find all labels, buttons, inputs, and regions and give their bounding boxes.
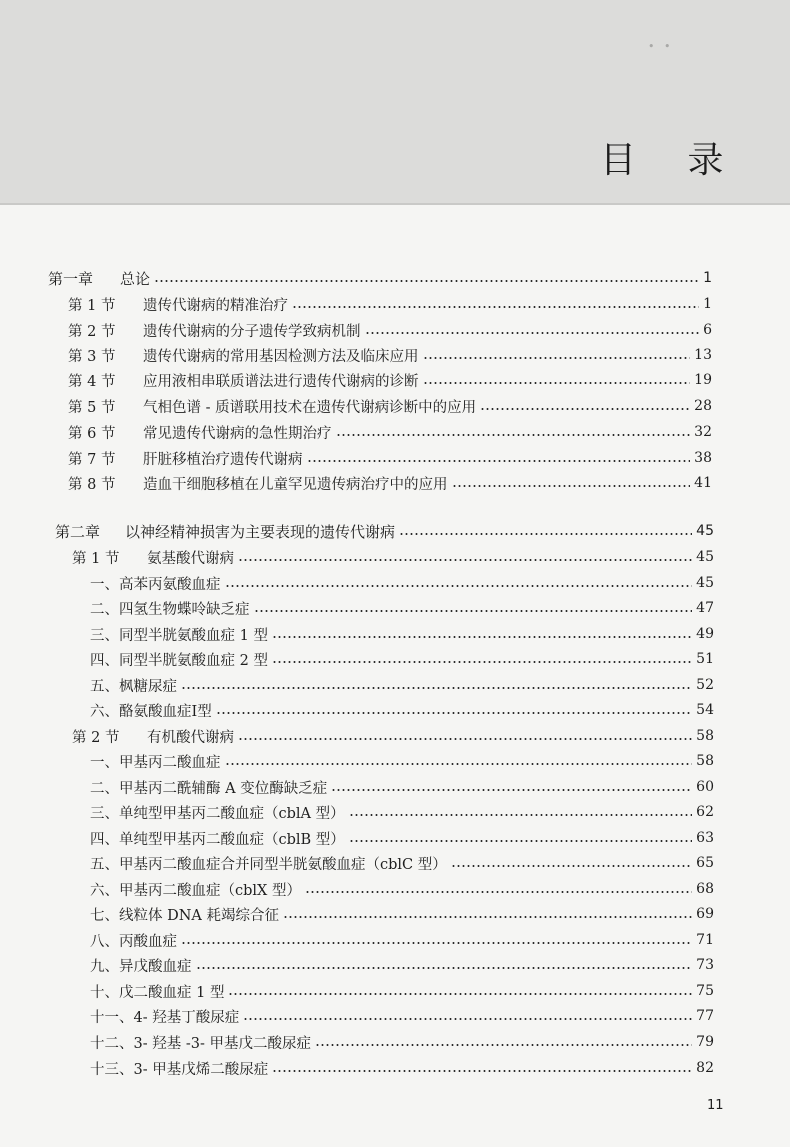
page-ref: 1 [703,296,712,312]
section-number: 第 2 节 [72,729,120,746]
toc-item[interactable] [90,646,714,672]
toc-item[interactable] [90,927,714,953]
toc-item[interactable] [90,774,714,800]
item-title: 五、甲基丙二酸血症合并同型半胱氨酸血症（cblC 型） [90,856,447,873]
section-title: 应用液相串联质谱法进行遗传代谢病的诊断 [143,373,419,390]
dot-leader [181,942,692,944]
dot-leader [305,891,692,893]
section-title: 遗传代谢病的精准治疗 [143,297,288,314]
page-ref: 49 [696,626,714,642]
item-title: 二、甲基丙二酰辅酶 A 变位酶缺乏症 [90,780,328,797]
section-title: 有机酸代谢病 [147,729,234,746]
toc-item[interactable] [90,825,714,851]
item-title: 四、单纯型甲基丙二酸血症（cblB 型） [90,831,345,848]
section-title: 遗传代谢病的分子遗传学致病机制 [143,323,361,340]
page-ref: 38 [694,450,712,466]
toc-item[interactable] [90,901,714,927]
dot-leader [238,738,692,740]
dot-leader [154,280,699,282]
dot-leader [451,865,692,867]
item-title: 十三、3- 甲基戊烯二酸尿症 [90,1061,269,1078]
toc-section[interactable] [72,544,714,570]
dot-leader [225,585,693,587]
item-title: 三、同型半胱氨酸血症 1 型 [90,627,268,644]
section-number: 第 6 节 [68,425,116,442]
page-ref: 28 [694,398,712,414]
page-ref: 63 [696,830,714,846]
item-title: 一、高苯丙氨酸血症 [90,576,221,593]
toc-item[interactable] [90,672,714,698]
page-ref: 6 [703,322,712,338]
dot-leader [272,661,692,663]
page-ref: 58 [696,753,714,769]
page-ref: 19 [694,372,712,388]
chapter-number: 第二章 [55,522,101,541]
page-ref: 75 [696,983,714,999]
section-title: 肝脏移植治疗遗传代谢病 [143,451,303,468]
item-title: 十、戊二酸血症 1 型 [90,984,225,1001]
dot-leader [365,332,700,334]
item-title: 七、线粒体 DNA 耗竭综合征 [90,907,280,924]
section-title: 气相色谱 - 质谱联用技术在遗传代谢病诊断中的应用 [143,399,477,416]
page-ref: 47 [696,600,714,616]
toc-item[interactable] [90,1029,714,1055]
section-title: 氨基酸代谢病 [147,550,234,567]
toc-section[interactable] [68,419,712,445]
dot-leader [349,814,693,816]
toc-chapter-1[interactable] [48,265,712,291]
page-ref: 13 [694,347,712,363]
section-number: 第 1 节 [68,297,116,314]
dot-leader [238,559,692,561]
dot-leader [272,636,692,638]
page-ref: 73 [696,957,714,973]
toc-item[interactable] [90,595,714,621]
dot-leader [181,687,692,689]
item-title: 九、异戊酸血症 [90,958,192,975]
toc-item[interactable] [90,850,714,876]
dot-leader [216,712,692,714]
page-ref: 65 [696,855,714,871]
page-ref: 71 [696,932,714,948]
page-ref: 1 [703,270,712,286]
page-ref: 58 [696,728,714,744]
section-number: 第 4 节 [68,373,116,390]
item-title: 一、甲基丙二酸血症 [90,754,221,771]
item-title: 二、四氢生物蝶呤缺乏症 [90,601,250,618]
section-number: 第 2 节 [68,323,116,340]
toc-item[interactable] [90,952,714,978]
page-ref: 41 [694,475,712,491]
dot-leader [315,1044,692,1046]
dot-leader [254,610,693,612]
dot-leader [452,485,691,487]
page-number: 11 [707,1098,724,1113]
page-title: 目 录 [600,140,744,182]
toc-item[interactable] [90,748,714,774]
dot-leader [292,306,699,308]
item-title: 十一、4- 羟基丁酸尿症 [90,1009,240,1026]
dot-leader [225,763,693,765]
chapter-number: 第一章 [48,269,94,288]
dot-leader [307,460,691,462]
item-title: 四、同型半胱氨酸血症 2 型 [90,652,268,669]
dot-leader [228,993,692,995]
page-ref: 45 [696,523,714,539]
page-ref: 82 [696,1060,714,1076]
chapter-title: 总论 [120,269,151,288]
toc-section[interactable] [68,317,712,343]
page-ref: 68 [696,881,714,897]
dot-leader [423,382,691,384]
item-title: 八、丙酸血症 [90,933,177,950]
toc-item[interactable] [90,1003,714,1029]
toc-section[interactable] [68,445,712,471]
dot-leader [283,916,692,918]
dot-leader [196,967,693,969]
page-ref: 79 [696,1034,714,1050]
item-title: 十二、3- 羟基 -3- 甲基戊二酸尿症 [90,1035,311,1052]
toc-item[interactable] [90,799,714,825]
toc-item[interactable] [90,570,714,596]
page-ref: 52 [696,677,714,693]
page-ref: 32 [694,424,712,440]
item-title: 五、枫糖尿症 [90,678,177,695]
toc-section[interactable] [68,367,712,393]
page-ref: 54 [696,702,714,718]
toc-section[interactable] [68,291,712,317]
section-number: 第 5 节 [68,399,116,416]
item-title: 六、甲基丙二酸血症（cblX 型） [90,882,301,899]
section-number: 第 7 节 [68,451,116,468]
chapter-title: 以神经精神损害为主要表现的遗传代谢病 [125,522,396,541]
toc-section[interactable] [68,342,712,368]
toc-chapter-2[interactable] [55,518,714,544]
section-title: 遗传代谢病的常用基因检测方法及临床应用 [143,348,419,365]
dot-leader [331,789,692,791]
page-ref: 45 [696,549,714,565]
section-number: 第 1 节 [72,550,120,567]
dot-leader [336,434,691,436]
toc-item[interactable] [90,621,714,647]
toc-item[interactable] [90,978,714,1004]
dot-leader [399,533,692,535]
dot-leader [349,840,692,842]
dot-leader [423,357,691,359]
page-ref: 69 [696,906,714,922]
section-number: 第 3 节 [68,348,116,365]
dot-leader [243,1018,692,1020]
section-title: 造血干细胞移植在儿童罕见遗传病治疗中的应用 [143,476,448,493]
header-mark: • • [648,40,674,53]
toc-item[interactable] [90,1055,714,1081]
page-ref: 60 [696,779,714,795]
toc-item[interactable] [90,697,714,723]
section-number: 第 8 节 [68,476,116,493]
dot-leader [272,1070,692,1072]
item-title: 六、酪氨酸血症Ⅰ型 [90,703,212,720]
toc-item[interactable] [90,876,714,902]
item-title: 三、单纯型甲基丙二酸血症（cblA 型） [90,805,345,822]
page-ref: 77 [696,1008,714,1024]
section-title: 常见遗传代谢病的急性期治疗 [143,425,332,442]
page-ref: 45 [696,575,714,591]
toc-section[interactable] [72,723,714,749]
page-ref: 51 [696,651,714,667]
page-ref: 62 [696,804,714,820]
dot-leader [480,408,690,410]
toc-section[interactable] [68,470,712,496]
toc-section[interactable] [68,393,712,419]
